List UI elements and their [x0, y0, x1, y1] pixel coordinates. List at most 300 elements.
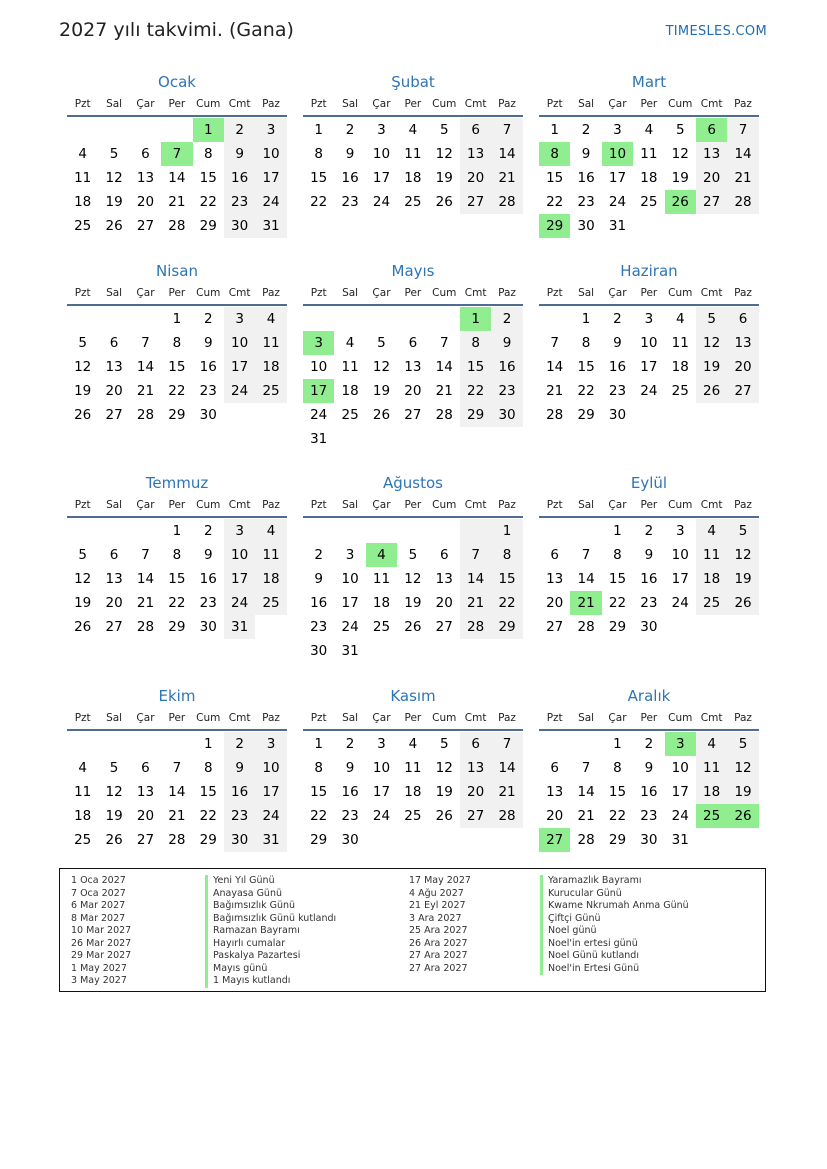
- day-cell: 23: [224, 804, 255, 828]
- weekday-label: Cum: [668, 499, 693, 511]
- week-row: [539, 331, 759, 355]
- weekday-label: Paz: [734, 499, 752, 511]
- empty-cell: [366, 427, 397, 451]
- day-cell: 21: [577, 808, 595, 824]
- month-6: [67, 472, 287, 639]
- empty-cell: [397, 828, 428, 852]
- day-cell: 13: [105, 571, 123, 587]
- day-cell: 16: [640, 571, 658, 587]
- day-cell: 25: [404, 808, 422, 824]
- day-cell: 19: [727, 780, 758, 804]
- day-cell: 11: [696, 543, 727, 567]
- day-cell: 4: [366, 543, 397, 567]
- legend-names-right: [540, 875, 689, 975]
- day-cell: 17: [224, 567, 255, 591]
- holiday-name: Noel günü: [540, 925, 689, 938]
- day-cell: 22: [608, 595, 627, 611]
- week-row: [67, 780, 287, 804]
- day-cell: 18: [696, 567, 727, 591]
- day-cell: 25: [696, 591, 727, 615]
- day-cell: 3: [255, 732, 286, 756]
- day-cell: 17: [671, 784, 689, 800]
- day-cell: 3: [377, 122, 386, 138]
- empty-cell: [539, 519, 570, 543]
- day-cell: 29: [577, 407, 595, 423]
- weekday-label: Cmt: [228, 287, 251, 299]
- empty-cell: [696, 403, 727, 427]
- day-cell: 15: [608, 784, 627, 800]
- day-cell: 20: [546, 808, 564, 824]
- day-cell: 21: [168, 194, 186, 210]
- day-cell: 15: [460, 355, 491, 379]
- day-cell: 20: [696, 166, 727, 190]
- day-cell: 3: [644, 311, 654, 327]
- holiday-name: Hayırlı cumalar: [205, 938, 336, 951]
- empty-cell: [570, 519, 601, 543]
- holiday-name: Bağımsızlık Günü: [205, 900, 336, 913]
- weekday-label: Per: [640, 98, 658, 110]
- day-cell: 2: [613, 311, 622, 327]
- empty-cell: [98, 732, 129, 756]
- day-cell: 9: [491, 331, 522, 355]
- header-rule: [539, 516, 759, 518]
- day-cell: 25: [74, 832, 92, 848]
- day-cell: 1: [581, 311, 591, 327]
- day-cell: 14: [491, 142, 522, 166]
- day-cell: 8: [460, 331, 491, 355]
- day-cell: 9: [203, 335, 213, 351]
- header-rule: [67, 729, 287, 731]
- day-cell: 28: [168, 218, 186, 234]
- day-cell: 25: [696, 804, 727, 828]
- day-cell: 23: [224, 190, 255, 214]
- day-cell: 16: [341, 170, 359, 186]
- day-cell: 11: [640, 146, 658, 162]
- weekday-label: Pzt: [74, 98, 91, 110]
- holiday-name: Noel Günü kutlandı: [540, 950, 689, 963]
- day-cell: 26: [105, 832, 123, 848]
- day-cell: 15: [199, 784, 217, 800]
- header-rule: [67, 115, 287, 117]
- empty-cell: [665, 615, 696, 639]
- day-cell: 30: [199, 407, 217, 423]
- day-cell: 30: [341, 832, 359, 848]
- day-cell: 21: [136, 383, 155, 399]
- day-cell: 25: [404, 194, 422, 210]
- day-cell: 18: [404, 170, 422, 186]
- day-cell: 9: [345, 760, 355, 776]
- day-cell: 28: [491, 804, 522, 828]
- empty-cell: [491, 828, 522, 852]
- empty-cell: [98, 307, 129, 331]
- day-cell: 2: [644, 736, 654, 752]
- month-name: Ağustos: [383, 474, 443, 492]
- weekday-header: [303, 707, 523, 729]
- day-cell: 26: [727, 591, 758, 615]
- holiday-date: 6 Mar 2027: [71, 900, 126, 911]
- week-row: [303, 567, 523, 591]
- day-cell: 18: [640, 170, 658, 186]
- holiday-date: 26 Mar 2027: [71, 937, 132, 949]
- day-cell: 15: [168, 571, 186, 587]
- day-cell: 26: [372, 407, 391, 423]
- day-cell: 14: [136, 359, 155, 375]
- empty-cell: [130, 118, 161, 142]
- weekday-label: Cum: [196, 712, 221, 724]
- day-cell: 3: [224, 307, 255, 331]
- day-cell: 7: [491, 732, 522, 756]
- day-cell: 12: [372, 359, 391, 375]
- holiday-name: 1 Mayıs kutlandı: [205, 975, 336, 988]
- day-cell: 10: [310, 359, 328, 375]
- weekday-label: Cmt: [464, 499, 487, 511]
- weekday-header: [539, 494, 759, 516]
- day-cell: 8: [613, 760, 622, 776]
- day-cell: 14: [727, 142, 758, 166]
- day-cell: 19: [696, 355, 727, 379]
- weekday-label: Per: [168, 712, 186, 724]
- day-cell: 19: [105, 808, 123, 824]
- day-cell: 3: [675, 523, 685, 539]
- empty-cell: [633, 403, 664, 427]
- week-row: [539, 355, 759, 379]
- day-cell: 23: [341, 194, 359, 210]
- day-cell: 19: [435, 170, 453, 186]
- day-cell: 18: [372, 595, 391, 611]
- day-cell: 9: [203, 547, 213, 563]
- day-cell: 27: [460, 804, 491, 828]
- day-cell: 27: [539, 828, 570, 852]
- empty-cell: [460, 639, 491, 663]
- day-cell: 25: [640, 194, 658, 210]
- day-cell: 3: [303, 331, 334, 355]
- day-cell: 30: [199, 619, 217, 635]
- day-cell: 12: [74, 359, 92, 375]
- week-row: [67, 331, 287, 355]
- day-cell: 18: [671, 359, 689, 375]
- day-cell: 16: [640, 784, 658, 800]
- week-row: [303, 307, 523, 331]
- weekday-header: [67, 707, 287, 729]
- day-cell: 21: [491, 780, 522, 804]
- weekday-label: Cmt: [228, 712, 251, 724]
- day-cell: 16: [608, 359, 627, 375]
- day-cell: 5: [727, 519, 758, 543]
- day-cell: 21: [460, 591, 491, 615]
- day-cell: 24: [341, 619, 359, 635]
- day-cell: 10: [671, 760, 689, 776]
- weekday-label: Pzt: [310, 287, 327, 299]
- day-cell: 27: [460, 190, 491, 214]
- weekday-header: [303, 494, 523, 516]
- week-row: [67, 403, 287, 427]
- day-cell: 28: [435, 407, 453, 423]
- week-row: [539, 732, 759, 756]
- empty-cell: [727, 828, 758, 852]
- weekday-label: Cum: [668, 287, 693, 299]
- weekday-label: Paz: [734, 98, 752, 110]
- day-cell: 13: [404, 359, 422, 375]
- week-row: [539, 567, 759, 591]
- weekday-label: Per: [404, 98, 422, 110]
- day-cell: 16: [577, 170, 595, 186]
- day-cell: 21: [435, 383, 453, 399]
- day-cell: 21: [727, 166, 758, 190]
- week-row: [303, 804, 523, 828]
- day-cell: 6: [439, 547, 449, 563]
- day-cell: 27: [727, 379, 758, 403]
- day-cell: 14: [168, 784, 186, 800]
- day-cell: 7: [581, 760, 591, 776]
- day-cell: 27: [404, 407, 422, 423]
- day-cell: 9: [581, 146, 591, 162]
- weekday-label: Cmt: [700, 712, 723, 724]
- week-row: [539, 615, 759, 639]
- empty-cell: [460, 828, 491, 852]
- weekday-label: Pzt: [310, 499, 327, 511]
- day-cell: 4: [408, 736, 418, 752]
- day-cell: 18: [696, 780, 727, 804]
- holiday-name: Ramazan Bayramı: [205, 925, 336, 938]
- weekday-label: Paz: [262, 98, 280, 110]
- day-cell: 31: [671, 832, 689, 848]
- weekday-header: [303, 282, 523, 304]
- day-cell: 5: [78, 335, 87, 351]
- day-cell: 7: [172, 760, 182, 776]
- day-cell: 4: [345, 335, 355, 351]
- day-cell: 14: [491, 756, 522, 780]
- day-cell: 3: [665, 732, 696, 756]
- day-cell: 2: [224, 732, 255, 756]
- day-cell: 28: [136, 619, 155, 635]
- day-cell: 26: [105, 218, 123, 234]
- day-cell: 5: [109, 760, 119, 776]
- weekday-label: Cum: [432, 287, 457, 299]
- empty-cell: [98, 519, 129, 543]
- day-cell: 6: [408, 335, 418, 351]
- day-cell: 15: [199, 170, 217, 186]
- day-cell: 28: [491, 190, 522, 214]
- day-cell: 19: [74, 383, 92, 399]
- weekday-header: [539, 93, 759, 115]
- day-cell: 22: [577, 383, 595, 399]
- day-cell: 16: [341, 784, 359, 800]
- day-cell: 2: [644, 523, 654, 539]
- day-cell: 10: [372, 760, 391, 776]
- day-cell: 29: [491, 615, 522, 639]
- empty-cell: [665, 214, 696, 238]
- day-cell: 14: [435, 359, 453, 375]
- empty-cell: [161, 732, 192, 756]
- day-cell: 24: [671, 595, 689, 611]
- day-cell: 13: [727, 331, 758, 355]
- weekday-label: Cmt: [228, 499, 251, 511]
- empty-cell: [334, 519, 365, 543]
- header-rule: [539, 115, 759, 117]
- day-cell: 4: [78, 760, 87, 776]
- day-cell: 26: [435, 194, 453, 210]
- day-cell: 7: [141, 335, 150, 351]
- empty-cell: [366, 519, 397, 543]
- day-cell: 15: [491, 567, 522, 591]
- day-cell: 5: [78, 547, 87, 563]
- day-cell: 22: [168, 595, 186, 611]
- day-cell: 19: [404, 595, 422, 611]
- day-cell: 10: [341, 571, 359, 587]
- day-cell: 11: [404, 760, 422, 776]
- week-row: [303, 355, 523, 379]
- day-cell: 24: [310, 407, 328, 423]
- empty-cell: [98, 118, 129, 142]
- day-cell: 4: [644, 122, 654, 138]
- holiday-date: 25 Ara 2027: [409, 925, 468, 936]
- day-cell: 15: [577, 359, 595, 375]
- empty-cell: [460, 519, 491, 543]
- empty-cell: [633, 214, 664, 238]
- day-cell: 6: [727, 307, 758, 331]
- holiday-name: Yeni Yıl Günü: [205, 875, 336, 888]
- day-cell: 19: [74, 595, 92, 611]
- weekday-label: Sal: [342, 98, 359, 110]
- day-cell: 31: [341, 643, 359, 659]
- day-cell: 7: [460, 543, 491, 567]
- day-cell: 6: [696, 118, 727, 142]
- month-name: Ekim: [158, 687, 196, 705]
- day-cell: 30: [640, 619, 658, 635]
- day-cell: 11: [255, 331, 286, 355]
- day-cell: 24: [608, 194, 627, 210]
- day-cell: 4: [255, 519, 286, 543]
- weekday-label: Paz: [498, 287, 516, 299]
- week-row: [539, 519, 759, 543]
- weekday-label: Cum: [668, 98, 693, 110]
- weekday-label: Cmt: [228, 98, 251, 110]
- day-cell: 10: [255, 756, 286, 780]
- day-cell: 18: [255, 355, 286, 379]
- empty-cell: [696, 615, 727, 639]
- empty-cell: [67, 519, 98, 543]
- day-cell: 9: [644, 760, 654, 776]
- day-cell: 26: [404, 619, 422, 635]
- day-cell: 31: [310, 431, 328, 447]
- day-cell: 7: [439, 335, 449, 351]
- day-cell: 5: [439, 736, 449, 752]
- weekday-label: Paz: [262, 287, 280, 299]
- weekday-label: Paz: [734, 287, 752, 299]
- week-row: [539, 166, 759, 190]
- empty-cell: [696, 828, 727, 852]
- weekday-label: Per: [404, 712, 422, 724]
- day-cell: 29: [199, 218, 217, 234]
- month-name: Mayıs: [391, 262, 435, 280]
- day-cell: 30: [310, 643, 328, 659]
- header-rule: [303, 516, 523, 518]
- day-cell: 24: [372, 194, 391, 210]
- day-cell: 16: [491, 355, 522, 379]
- day-cell: 8: [581, 335, 591, 351]
- holiday-name: Çiftçi Günü: [540, 913, 689, 926]
- page-title: 2027 yılı takvimi. (Gana): [59, 19, 294, 41]
- day-cell: 27: [105, 619, 123, 635]
- day-cell: 1: [314, 122, 323, 138]
- month-name: Şubat: [391, 73, 435, 91]
- month-9: [67, 685, 287, 852]
- weekday-label: Pzt: [74, 712, 91, 724]
- day-cell: 20: [105, 383, 123, 399]
- day-cell: 4: [78, 146, 87, 162]
- week-row: [303, 427, 523, 451]
- day-cell: 23: [640, 808, 658, 824]
- day-cell: 31: [608, 218, 627, 234]
- day-cell: 3: [345, 547, 355, 563]
- weekday-label: Cmt: [464, 98, 487, 110]
- day-cell: 21: [491, 166, 522, 190]
- day-cell: 7: [581, 547, 591, 563]
- weekday-label: Çar: [136, 499, 155, 511]
- day-cell: 12: [727, 756, 758, 780]
- day-cell: 22: [546, 194, 564, 210]
- day-cell: 5: [696, 307, 727, 331]
- day-cell: 6: [109, 547, 119, 563]
- weekday-label: Cum: [432, 499, 457, 511]
- weekday-label: Sal: [106, 98, 123, 110]
- day-cell: 20: [435, 595, 453, 611]
- day-cell: 29: [310, 832, 328, 848]
- day-cell: 6: [550, 547, 559, 563]
- day-cell: 13: [696, 142, 727, 166]
- week-row: [67, 591, 287, 615]
- day-cell: 27: [136, 218, 155, 234]
- empty-cell: [67, 732, 98, 756]
- day-cell: 18: [341, 383, 359, 399]
- empty-cell: [539, 732, 570, 756]
- month-4: [303, 260, 523, 451]
- day-cell: 13: [136, 784, 155, 800]
- empty-cell: [539, 307, 570, 331]
- day-cell: 9: [644, 547, 654, 563]
- day-cell: 10: [224, 331, 255, 355]
- day-cell: 12: [105, 784, 123, 800]
- day-cell: 27: [105, 407, 123, 423]
- holiday-name: Mayıs günü: [205, 963, 336, 976]
- day-cell: 24: [255, 804, 286, 828]
- day-cell: 16: [224, 166, 255, 190]
- month-2: [539, 71, 759, 238]
- weekday-label: Paz: [498, 98, 516, 110]
- holiday-date: 3 May 2027: [71, 975, 127, 986]
- weekday-label: Per: [640, 287, 658, 299]
- day-cell: 26: [74, 407, 92, 423]
- day-cell: 1: [613, 523, 622, 539]
- day-cell: 19: [435, 784, 453, 800]
- day-cell: 25: [341, 407, 359, 423]
- month-name: Eylül: [630, 474, 668, 492]
- weekday-label: Per: [640, 712, 658, 724]
- day-cell: 28: [546, 407, 564, 423]
- week-row: [67, 732, 287, 756]
- weekday-label: Çar: [372, 712, 391, 724]
- weekday-label: Sal: [578, 287, 595, 299]
- week-row: [303, 591, 523, 615]
- day-cell: 4: [255, 307, 286, 331]
- day-cell: 25: [255, 379, 286, 403]
- weekday-label: Pzt: [546, 287, 563, 299]
- brand-link[interactable]: TIMESLES.COM: [665, 24, 767, 39]
- empty-cell: [366, 639, 397, 663]
- day-cell: 19: [372, 383, 391, 399]
- day-cell: 13: [546, 784, 564, 800]
- week-row: [303, 828, 523, 852]
